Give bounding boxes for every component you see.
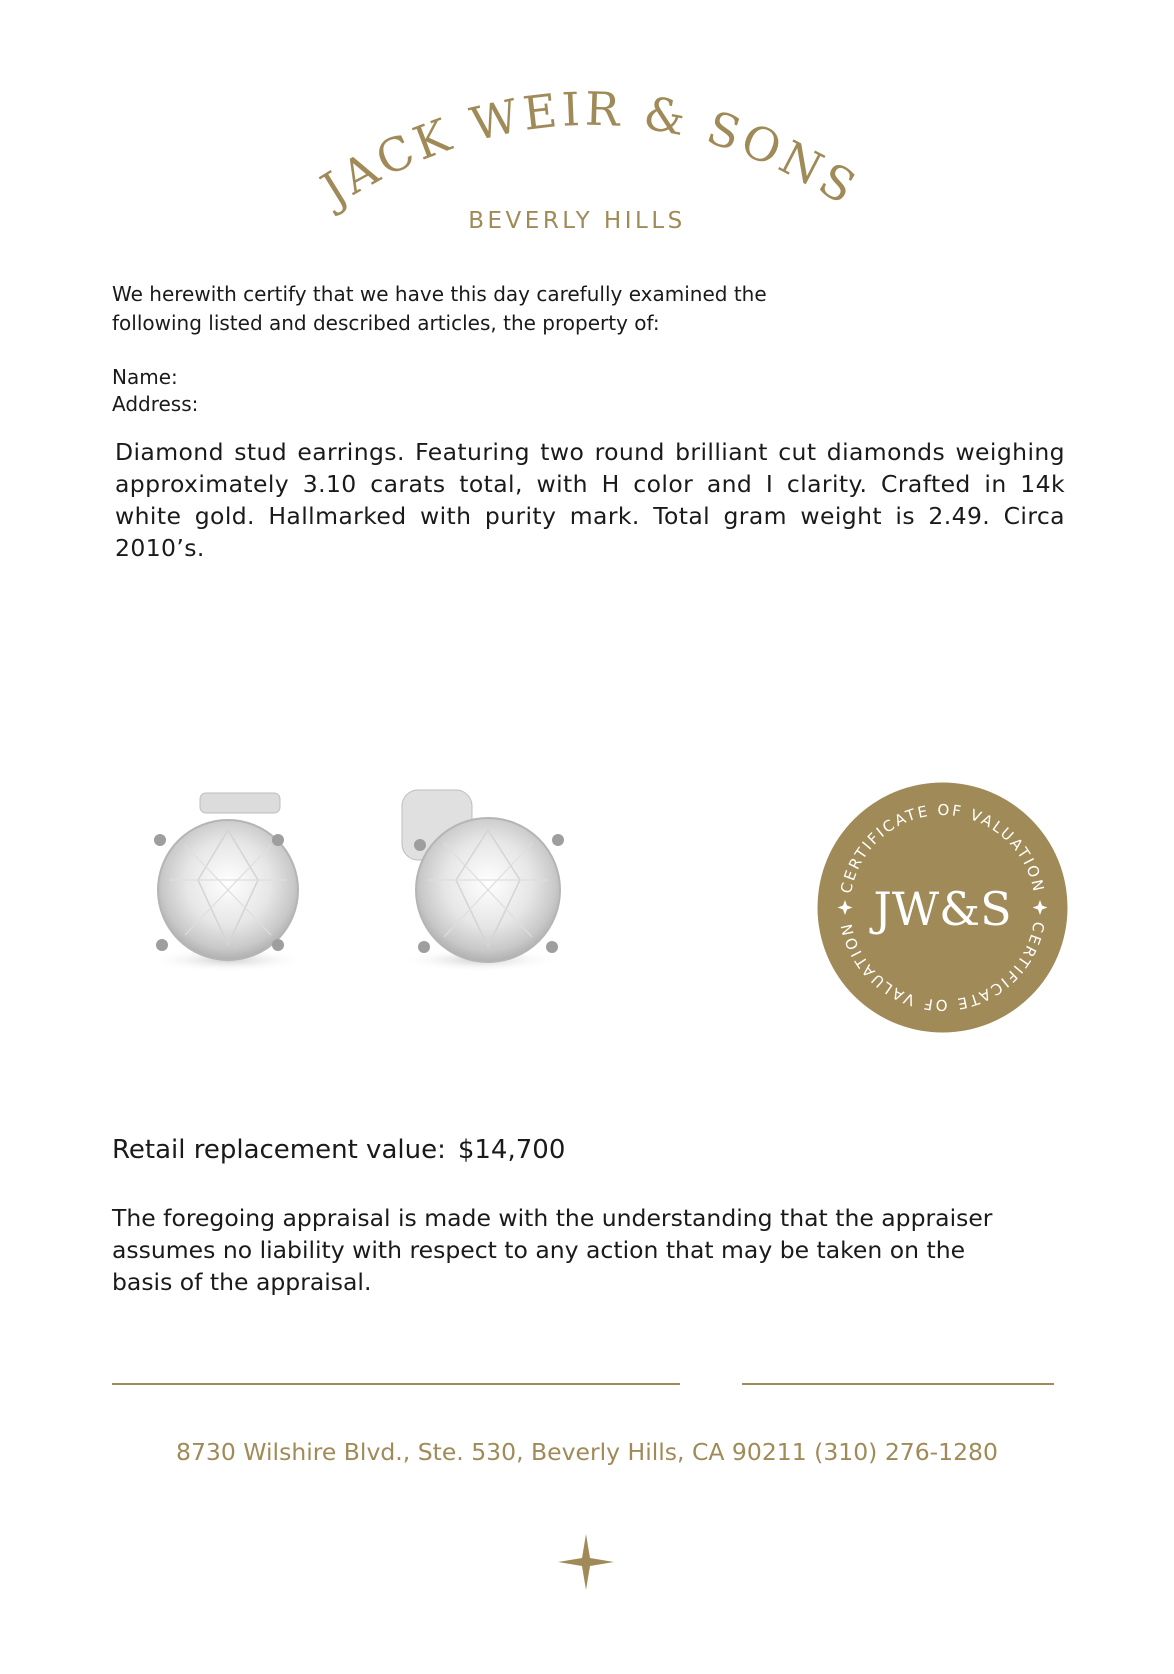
appraisal-disclaimer: The foregoing appraisal is made with the understanding that the appraiser assumes no liability with respect to any action that may be taken on the basis of the appraisal.: [112, 1204, 993, 1296]
diamond-earrings-image: [140, 785, 600, 985]
name-field-label: Name:: [112, 365, 178, 389]
retail-value-label: Retail replacement value:: [112, 1135, 446, 1165]
retail-value-amount: $14,700: [457, 1135, 566, 1165]
item-description: Diamond stud earrings. Featuring two round brilliant cut diamonds weighing approximately 3.10 carats total, with H color and I clarity. Crafted in 14k white gold. Hallmarked with purity mark. Total gram weight is 2.49. Circa 2010’s.: [115, 438, 1065, 562]
four-point-star-icon: [556, 1532, 616, 1592]
intro-line-1: We herewith certify that we have this day carefully examined the: [112, 282, 767, 306]
certificate-seal: [815, 780, 1070, 1035]
retail-value-line: [112, 1135, 565, 1165]
footer-address: 8730 Wilshire Blvd., Ste. 530, Beverly Hills, CA 90211 (310) 276-1280: [176, 1438, 998, 1466]
certification-intro: [112, 280, 872, 338]
intro-line-2: following listed and described articles, the property of:: [112, 311, 660, 335]
brand-name: JACK WEIR & SONS: [311, 81, 869, 217]
seal-ring-text-bottom: CERTIFICATE OF VALUATION: [837, 919, 1048, 1015]
seal-monogram: JW&S: [873, 882, 1012, 936]
right-earring: [400, 790, 564, 972]
signature-line-left: [112, 1383, 680, 1385]
signature-line-right: [742, 1383, 1054, 1385]
left-earring: [148, 793, 308, 972]
address-field-label: Address:: [112, 392, 199, 416]
seal-ring-text-top: CERTIFICATE OF VALUATION: [837, 800, 1048, 896]
brand-logo: [300, 60, 880, 260]
brand-location: BEVERLY HILLS: [468, 208, 686, 234]
